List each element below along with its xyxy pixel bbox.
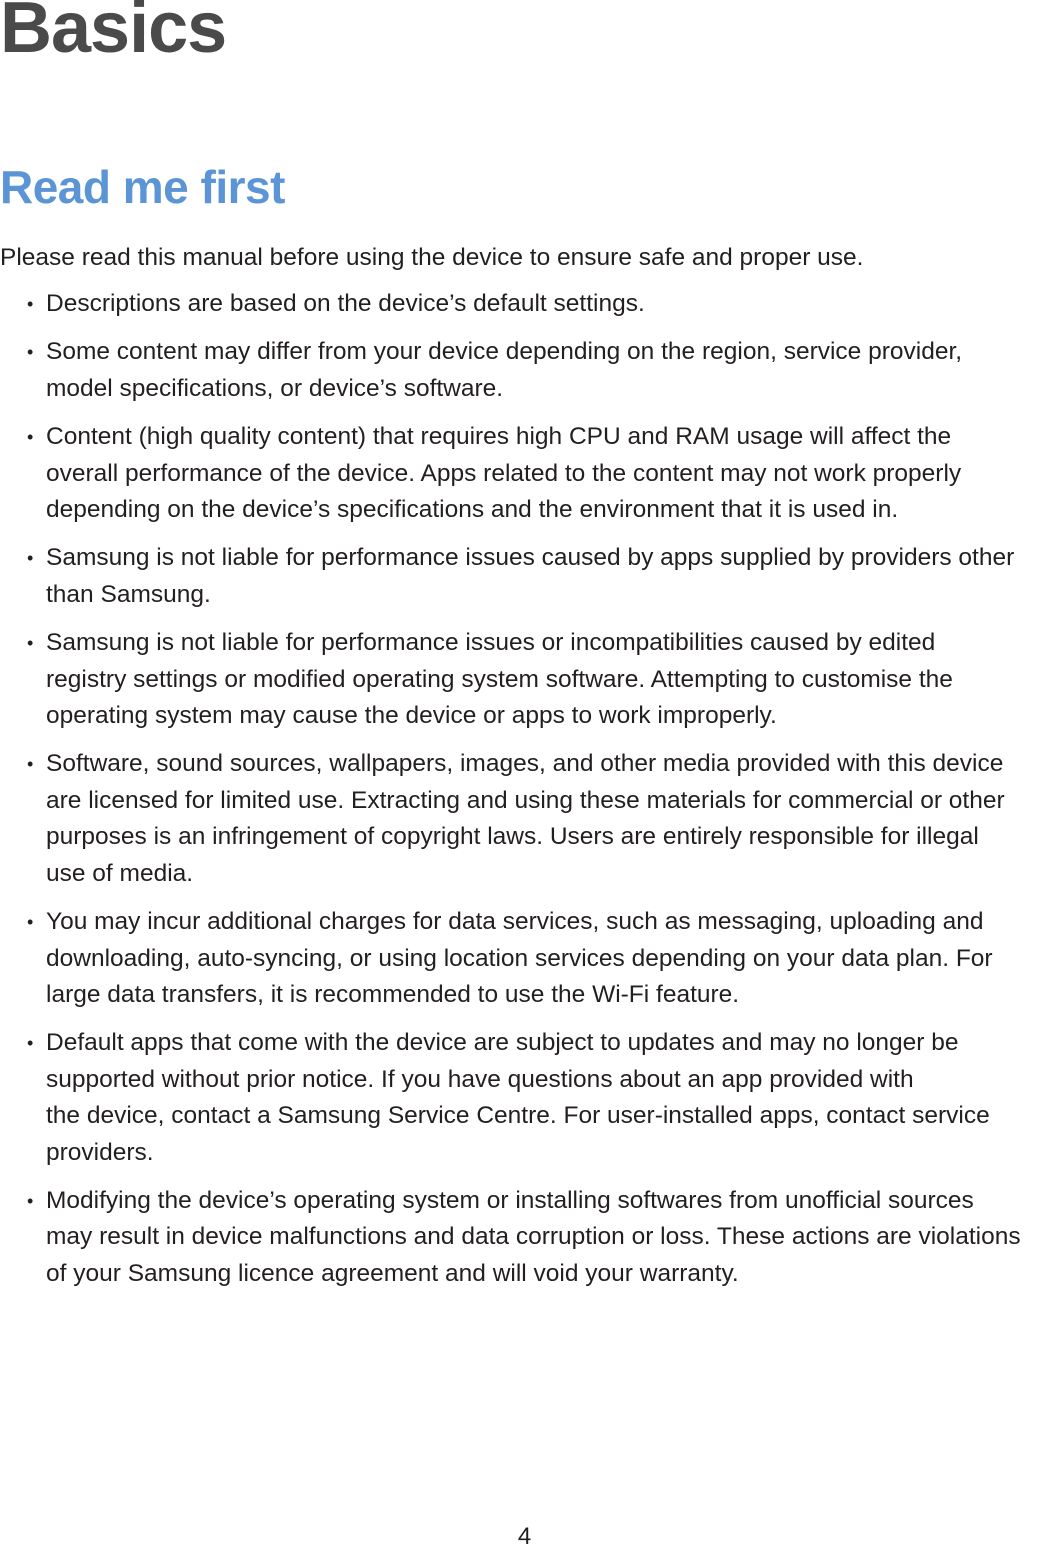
bullet-marker: • — [27, 754, 34, 775]
bullet-text-line: are licensed for limited use. Extracting and using these materials for commercial or other — [46, 786, 1005, 814]
bullet-marker: • — [27, 1033, 34, 1054]
bullet-text-line: of your Samsung licence agreement and will void your warranty. — [46, 1259, 739, 1287]
bullet-marker: • — [27, 633, 34, 654]
bullet-marker: • — [27, 548, 34, 569]
bullet-text-line: Some content may differ from your device depending on the region, service provider, — [46, 338, 963, 366]
bullet-text-line: than Samsung. — [46, 580, 211, 608]
bullet-marker: • — [27, 1190, 34, 1211]
bullet-item — [0, 1025, 1049, 1171]
bullet-text-line: purposes is an infringement of copyright laws. Users are entirely responsible for illegal — [46, 823, 979, 851]
bullet-item — [0, 419, 1049, 528]
bullet-item — [0, 746, 1049, 892]
bullet-item — [0, 904, 1049, 1013]
bullet-text-line: depending on the device’s specifications and the environment that it is used in. — [46, 496, 899, 524]
bullet-text-line: You may incur additional charges for data services, such as messaging, uploading and — [46, 908, 984, 936]
bullet-text-line: large data transfers, it is recommended to use the Wi-Fi feature. — [46, 980, 740, 1008]
bullet-item — [0, 625, 1049, 734]
section-title: Read me first — [0, 161, 285, 213]
bullet-text-line: Samsung is not liable for performance issues caused by apps supplied by providers other — [46, 544, 1015, 572]
bullet-marker: • — [27, 342, 34, 363]
bullet-text-line: model specifications, or device’s software. — [46, 374, 504, 402]
bullet-item — [0, 540, 1049, 613]
bullet-text-line: operating system may cause the device or apps to work improperly. — [46, 702, 777, 730]
bullet-text-line: Default apps that come with the device are subject to updates and may no longer be — [46, 1029, 959, 1057]
bullet-text-line: supported without prior notice. If you have questions about an app provided with — [46, 1065, 914, 1093]
bullet-text-line: may result in device malfunctions and data corruption or loss. These actions are violations — [46, 1223, 1021, 1251]
chapter-title: Basics — [0, 0, 227, 68]
intro-paragraph: Please read this manual before using the device to ensure safe and proper use. — [0, 244, 864, 271]
bullet-text-line: Descriptions are based on the device’s default settings. — [46, 290, 645, 317]
bullet-text-line: Samsung is not liable for performance issues or incompatibilities caused by edited — [46, 629, 936, 657]
bullet-text-line: Software, sound sources, wallpapers, images, and other media provided with this device — [46, 750, 1004, 778]
page-number: 4 — [517, 1523, 532, 1550]
bullet-item — [0, 286, 1049, 322]
bullet-marker: • — [27, 427, 34, 448]
bullet-item — [0, 1183, 1049, 1292]
bullet-text-line: use of media. — [46, 859, 194, 887]
bullet-text-line: providers. — [46, 1138, 154, 1166]
bullet-text-line: Content (high quality content) that requires high CPU and RAM usage will affect the — [46, 423, 952, 451]
bullet-marker: • — [27, 294, 34, 314]
bullet-marker: • — [27, 912, 34, 933]
bullet-text-line: overall performance of the device. Apps related to the content may not work properly — [46, 459, 962, 487]
bullet-text-line: registry settings or modified operating system software. Attempting to customise the — [46, 665, 953, 693]
bullet-text-line: downloading, auto-syncing, or using location services depending on your data plan. For — [46, 944, 993, 972]
bullet-item — [0, 334, 1049, 407]
bullet-text-line: the device, contact a Samsung Service Centre. For user-installed apps, contact service — [46, 1102, 990, 1130]
bullet-text-line: Modifying the device’s operating system or installing softwares from unofficial sources — [46, 1186, 974, 1214]
bullet-list — [0, 286, 1049, 1304]
